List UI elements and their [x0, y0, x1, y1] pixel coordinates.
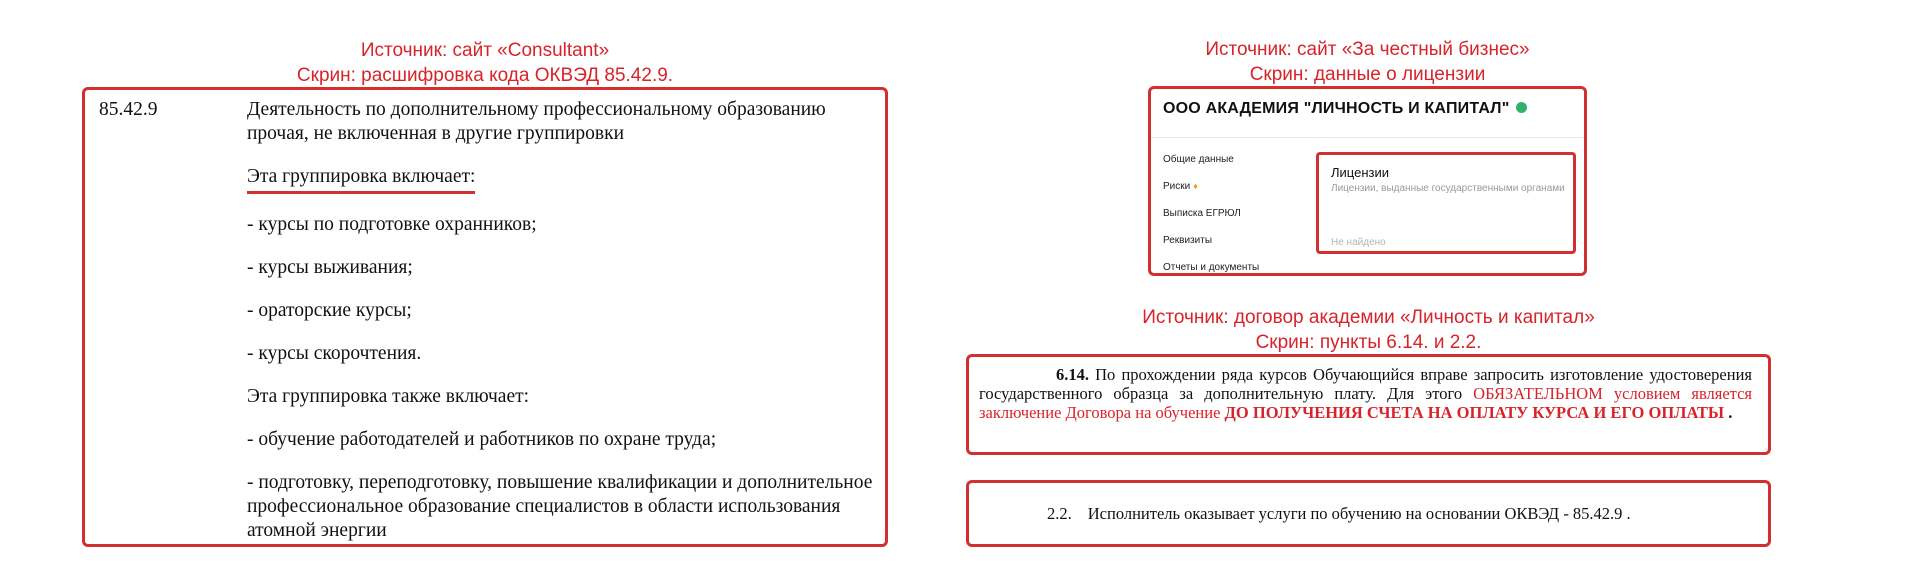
okved-title: Деятельность по дополнительному профессиональному образованию прочая, не включенная в другие группировки: [247, 99, 826, 144]
menu-item-label: Выписка ЕГРЮЛ: [1163, 208, 1241, 219]
menu-item-label: Отчеты и документы: [1163, 262, 1260, 273]
okved-also-item: - обучение работодателей и работников по охране труда;: [247, 429, 717, 450]
clause-text: По прохождении ряда курсов Обучающийся вправе запросить изготовление удостоверения государственного образца за дополнительную плату. Для этого: [979, 365, 1752, 403]
company-side-menu: [1163, 146, 1259, 281]
okved-code: 85.42.9: [99, 99, 158, 120]
consultant-source-caption: [82, 38, 888, 88]
clause-614-text: [979, 365, 1752, 422]
license-empty-state: Не найдено: [1331, 237, 1386, 248]
license-title: Лицензии: [1331, 165, 1389, 180]
license-section: [1316, 152, 1576, 254]
company-license-panel: [1148, 86, 1587, 276]
menu-item-reports[interactable]: [1163, 254, 1259, 281]
menu-item-label: Риски: [1163, 181, 1191, 192]
license-subtitle: Лицензии, выданные государственными органами: [1331, 183, 1565, 194]
divider: [1151, 137, 1584, 138]
risk-flame-icon: ♦: [1193, 181, 1198, 191]
okved-item: - курсы по подготовке охранников;: [247, 214, 537, 235]
okved-item: - курсы скорочтения.: [247, 343, 422, 364]
company-name-text: ООО АКАДЕМИЯ "ЛИЧНОСТЬ И КАПИТАЛ": [1163, 100, 1510, 117]
zchb-source-caption: [1148, 37, 1587, 87]
menu-item-general[interactable]: [1163, 146, 1259, 173]
zchb-source-line: Источник: сайт «За честный бизнес»: [1205, 39, 1530, 60]
contract-screen-line: Скрин: пункты 6.14. и 2.2.: [1255, 332, 1482, 353]
includes-heading: Эта группировка включает:: [247, 165, 475, 194]
menu-item-requisites[interactable]: [1163, 227, 1259, 254]
clause-number: 6.14.: [1056, 365, 1089, 384]
okved-description: [247, 98, 877, 562]
verified-check-icon: [1516, 102, 1527, 113]
okved-also-item: - подготовку, переподготовку, повышение квалификации и дополнительное профессиональное образование специалистов в области использования атомной энергии: [247, 472, 873, 541]
clause-red-bold-text: ДО ПОЛУЧЕНИЯ СЧЕТА НА ОПЛАТУ КУРСА И ЕГО ОПЛАТЫ: [1224, 403, 1725, 422]
contract-clause-614: [966, 354, 1771, 455]
consultant-screen-line: Скрин: расшифровка кода ОКВЭД 85.42.9.: [296, 65, 674, 86]
menu-item-risks[interactable]: [1163, 173, 1259, 200]
contract-clause-22: [966, 480, 1771, 547]
clause-22-number: 2.2.: [1047, 504, 1072, 523]
contract-source-line: Источник: договор академии «Личность и капитал»: [1142, 307, 1595, 328]
clause-tail: .: [1724, 403, 1733, 422]
okved-panel: [82, 87, 888, 547]
zchb-screen-line: Скрин: данные о лицензии: [1249, 64, 1486, 85]
clause-22-body: Исполнитель оказывает услуги по обучению на основании ОКВЭД - 85.42.9 .: [1087, 504, 1631, 523]
consultant-source-line: Источник: сайт «Consultant»: [360, 40, 610, 61]
clause-red-text: ОБЯЗАТЕЛЬНОМ условием является заключение Договора на обучение: [979, 384, 1752, 422]
contract-source-caption: [1060, 305, 1677, 355]
company-name: [1163, 100, 1527, 118]
menu-item-label: Общие данные: [1163, 154, 1234, 165]
menu-item-label: Реквизиты: [1163, 235, 1213, 246]
menu-item-egrul[interactable]: [1163, 200, 1259, 227]
okved-item: - ораторские курсы;: [247, 300, 412, 321]
clause-22-text: [1047, 504, 1631, 524]
okved-item: - курсы выживания;: [247, 257, 413, 278]
also-includes-heading: Эта группировка также включает:: [247, 386, 530, 407]
